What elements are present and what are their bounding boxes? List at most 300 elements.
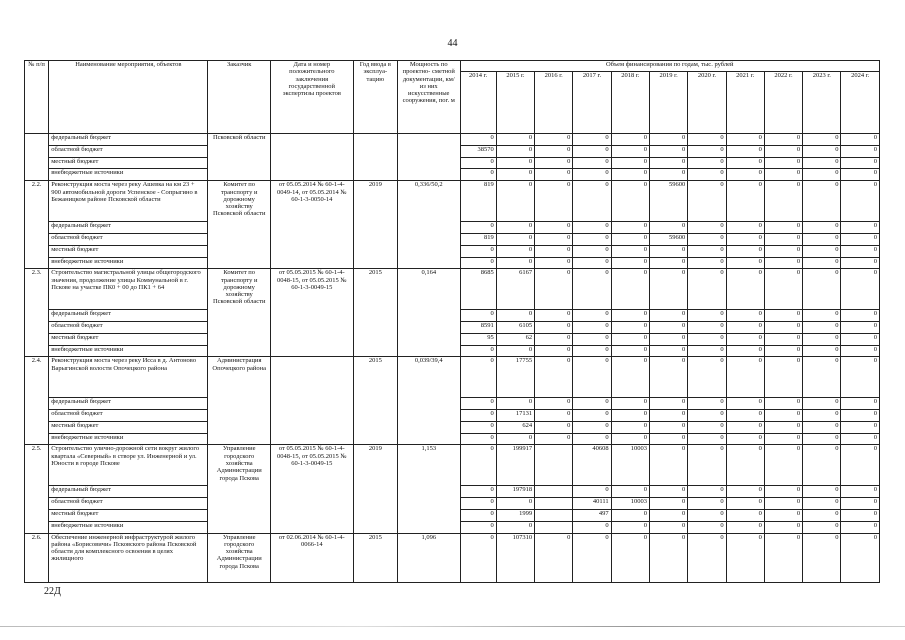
- value-cell: 0: [496, 145, 534, 157]
- item-commission-year: 2019: [353, 445, 397, 533]
- value-cell: 0: [688, 181, 726, 222]
- item-expertise: [270, 357, 353, 445]
- value-cell: 0: [611, 398, 649, 410]
- value-cell: 0: [460, 498, 496, 510]
- table-row: [25, 181, 880, 222]
- value-cell: 0: [688, 233, 726, 245]
- value-cell: 0: [611, 486, 649, 498]
- item-customer: Псковской области: [208, 134, 271, 181]
- value-cell: 0: [764, 433, 802, 445]
- value-cell: 0: [726, 233, 764, 245]
- value-cell: 0: [841, 433, 880, 445]
- value-cell: 0: [535, 357, 573, 398]
- value-cell: 6167: [496, 269, 534, 310]
- item-number: 2.5.: [25, 445, 49, 533]
- value-cell: 0: [803, 169, 841, 181]
- value-cell: 0: [764, 222, 802, 234]
- item-customer: Управление городского хозяйства Администрации города Пскова: [208, 533, 271, 583]
- value-cell: 0: [841, 509, 880, 521]
- value-cell: 0: [611, 222, 649, 234]
- value-cell: 0: [460, 169, 496, 181]
- header-expertise: Дата и номер положительного заключения государственной экспертизы проектов: [270, 61, 353, 134]
- value-cell: 0: [649, 445, 687, 486]
- value-cell: 0: [496, 257, 534, 269]
- value-cell: 0: [611, 433, 649, 445]
- value-cell: 17755: [496, 357, 534, 398]
- value-cell: 0: [460, 357, 496, 398]
- value-cell: 0: [573, 157, 611, 169]
- item-capacity: 0,039/39,4: [398, 357, 461, 445]
- value-cell: 0: [460, 433, 496, 445]
- value-cell: 0: [688, 145, 726, 157]
- value-cell: 0: [803, 357, 841, 398]
- value-cell: 0: [535, 169, 573, 181]
- value-cell: [535, 509, 573, 521]
- funding-source-label: областной бюджет: [49, 145, 208, 157]
- value-cell: 38570: [460, 145, 496, 157]
- value-cell: 0: [535, 321, 573, 333]
- value-cell: 0: [573, 486, 611, 498]
- value-cell: 0: [803, 134, 841, 146]
- value-cell: 0: [841, 410, 880, 422]
- value-cell: 107310: [496, 533, 534, 583]
- value-cell: 0: [460, 257, 496, 269]
- value-cell: 0: [726, 333, 764, 345]
- value-cell: 0: [573, 345, 611, 357]
- value-cell: 0: [688, 321, 726, 333]
- value-cell: 0: [688, 433, 726, 445]
- value-cell: 0: [535, 233, 573, 245]
- value-cell: 59600: [649, 233, 687, 245]
- funding-source-label: областной бюджет: [49, 498, 208, 510]
- value-cell: 0: [649, 310, 687, 322]
- value-cell: 0: [764, 145, 802, 157]
- value-cell: 0: [841, 357, 880, 398]
- item-number: [25, 134, 49, 181]
- value-cell: 0: [688, 134, 726, 146]
- value-cell: 0: [611, 410, 649, 422]
- header-num: № п/п: [25, 61, 49, 134]
- value-cell: 0: [803, 410, 841, 422]
- value-cell: 0: [460, 245, 496, 257]
- value-cell: 0: [573, 245, 611, 257]
- value-cell: 197918: [496, 486, 534, 498]
- funding-source-label: внебюджетные источники: [49, 169, 208, 181]
- value-cell: 0: [649, 345, 687, 357]
- value-cell: 0: [764, 181, 802, 222]
- value-cell: 0: [726, 445, 764, 486]
- value-cell: 0: [803, 398, 841, 410]
- value-cell: 0: [573, 145, 611, 157]
- funding-source-label: внебюджетные источники: [49, 521, 208, 533]
- value-cell: 0: [803, 321, 841, 333]
- value-cell: 0: [573, 181, 611, 222]
- value-cell: 0: [496, 157, 534, 169]
- item-expertise: от 05.05.2015 № 60-1-4-0048-15, от 05.05.2015 № 60-1-3-0049-15: [270, 269, 353, 357]
- value-cell: 0: [573, 257, 611, 269]
- value-cell: 0: [764, 398, 802, 410]
- value-cell: 0: [764, 233, 802, 245]
- value-cell: 0: [764, 521, 802, 533]
- value-cell: 0: [803, 509, 841, 521]
- value-cell: 0: [573, 321, 611, 333]
- funding-source-label: внебюджетные источники: [49, 257, 208, 269]
- value-cell: 0: [573, 410, 611, 422]
- value-cell: 0: [496, 233, 534, 245]
- item-number: 2.2.: [25, 181, 49, 269]
- value-cell: 0: [496, 398, 534, 410]
- value-cell: 0: [841, 145, 880, 157]
- header-year-0: 2014 г.: [460, 72, 496, 134]
- value-cell: 0: [803, 269, 841, 310]
- table-row: [25, 445, 880, 486]
- value-cell: 0: [460, 509, 496, 521]
- item-expertise: от 05.05.2014 № 60-1-4-0049-14, от 05.05.2014 № 60-1-3-0050-14: [270, 181, 353, 269]
- value-cell: 0: [649, 245, 687, 257]
- value-cell: 819: [460, 181, 496, 222]
- header-name: Наименование мероприятия, объектов: [49, 61, 208, 134]
- value-cell: 0: [460, 398, 496, 410]
- value-cell: 0: [803, 257, 841, 269]
- page-number: 44: [447, 38, 458, 49]
- value-cell: 0: [688, 498, 726, 510]
- value-cell: 6105: [496, 321, 534, 333]
- value-cell: 0: [803, 145, 841, 157]
- value-cell: 0: [726, 486, 764, 498]
- value-cell: 497: [573, 509, 611, 521]
- value-cell: 0: [688, 310, 726, 322]
- value-cell: 0: [841, 181, 880, 222]
- value-cell: 10003: [611, 445, 649, 486]
- value-cell: 0: [611, 181, 649, 222]
- value-cell: 0: [841, 398, 880, 410]
- value-cell: 0: [649, 486, 687, 498]
- item-name: Реконструкция моста через реку Ашевка на км 23 + 900 автомобильной дороги Успенское - Сопрыгино в Бежаницком районе Псковской области: [49, 181, 208, 222]
- funding-source-label: областной бюджет: [49, 410, 208, 422]
- funding-source-label: областной бюджет: [49, 321, 208, 333]
- funding-source-label: внебюджетные источники: [49, 433, 208, 445]
- value-cell: 0: [803, 433, 841, 445]
- value-cell: 0: [649, 257, 687, 269]
- value-cell: 0: [460, 410, 496, 422]
- value-cell: 0: [611, 421, 649, 433]
- value-cell: 0: [726, 181, 764, 222]
- value-cell: 0: [496, 498, 534, 510]
- value-cell: 0: [764, 445, 802, 486]
- value-cell: 0: [764, 257, 802, 269]
- value-cell: 0: [460, 486, 496, 498]
- item-customer: Администрация Опочецкого района: [208, 357, 271, 445]
- value-cell: 0: [611, 157, 649, 169]
- value-cell: 0: [726, 410, 764, 422]
- value-cell: 0: [841, 134, 880, 146]
- value-cell: 10003: [611, 498, 649, 510]
- value-cell: 0: [535, 269, 573, 310]
- value-cell: 0: [496, 222, 534, 234]
- value-cell: 0: [535, 533, 573, 583]
- value-cell: 0: [803, 181, 841, 222]
- item-capacity: 1,153: [398, 445, 461, 533]
- value-cell: 0: [535, 257, 573, 269]
- value-cell: 0: [649, 498, 687, 510]
- value-cell: 0: [764, 333, 802, 345]
- value-cell: 0: [535, 222, 573, 234]
- value-cell: 17131: [496, 410, 534, 422]
- item-expertise: от 05.05.2015 № 60-1-4-0048-15, от 05.05.2015 № 60-1-3-0049-15: [270, 445, 353, 533]
- value-cell: 0: [688, 257, 726, 269]
- value-cell: 0: [535, 245, 573, 257]
- value-cell: 0: [841, 233, 880, 245]
- value-cell: 0: [649, 521, 687, 533]
- value-cell: 0: [460, 521, 496, 533]
- value-cell: 0: [649, 222, 687, 234]
- value-cell: 0: [460, 445, 496, 486]
- value-cell: 0: [764, 486, 802, 498]
- value-cell: 0: [573, 533, 611, 583]
- value-cell: 0: [726, 134, 764, 146]
- header-year-1: 2015 г.: [496, 72, 534, 134]
- value-cell: 0: [611, 357, 649, 398]
- value-cell: 0: [611, 321, 649, 333]
- value-cell: 0: [611, 169, 649, 181]
- value-cell: 0: [803, 445, 841, 486]
- value-cell: 0: [841, 269, 880, 310]
- table-body: [25, 134, 880, 583]
- value-cell: 0: [611, 134, 649, 146]
- value-cell: 0: [726, 533, 764, 583]
- value-cell: 0: [460, 421, 496, 433]
- header-year: Год ввода в эксплуа- тацию: [353, 61, 397, 134]
- funding-source-label: внебюджетные источники: [49, 345, 208, 357]
- value-cell: 0: [535, 333, 573, 345]
- value-cell: 0: [611, 269, 649, 310]
- item-commission-year: 2019: [353, 181, 397, 269]
- header-year-4: 2018 г.: [611, 72, 649, 134]
- value-cell: 0: [611, 310, 649, 322]
- value-cell: 0: [573, 357, 611, 398]
- funding-source-label: областной бюджет: [49, 233, 208, 245]
- header-year-6: 2020 г.: [688, 72, 726, 134]
- funding-source-label: местный бюджет: [49, 509, 208, 521]
- value-cell: 0: [611, 509, 649, 521]
- value-cell: 0: [726, 321, 764, 333]
- value-cell: 0: [726, 433, 764, 445]
- funding-source-label: местный бюджет: [49, 421, 208, 433]
- value-cell: [535, 498, 573, 510]
- value-cell: 0: [688, 357, 726, 398]
- value-cell: 0: [649, 269, 687, 310]
- value-cell: 0: [649, 433, 687, 445]
- value-cell: 0: [496, 521, 534, 533]
- item-name: Обеспечение инженерной инфраструктурой жилого района «Борисовичи» Псковского района Псковской области для комплексного освоения в целях жилищного: [49, 533, 208, 583]
- value-cell: 0: [726, 498, 764, 510]
- value-cell: 0: [803, 498, 841, 510]
- value-cell: 0: [841, 245, 880, 257]
- value-cell: 40608: [573, 445, 611, 486]
- value-cell: 59600: [649, 181, 687, 222]
- header-year-3: 2017 г.: [573, 72, 611, 134]
- value-cell: 0: [688, 533, 726, 583]
- value-cell: 0: [535, 134, 573, 146]
- value-cell: 199917: [496, 445, 534, 486]
- value-cell: 0: [726, 157, 764, 169]
- value-cell: 1999: [496, 509, 534, 521]
- value-cell: 62: [496, 333, 534, 345]
- value-cell: 0: [764, 157, 802, 169]
- value-cell: 0: [573, 433, 611, 445]
- item-number: 2.6.: [25, 533, 49, 583]
- item-capacity: 1,096: [398, 533, 461, 583]
- value-cell: 0: [688, 157, 726, 169]
- value-cell: 0: [460, 222, 496, 234]
- value-cell: 0: [688, 509, 726, 521]
- scan-edge-line: [0, 626, 905, 627]
- value-cell: 0: [496, 181, 534, 222]
- value-cell: 0: [688, 486, 726, 498]
- table-row: [25, 357, 880, 398]
- table-row: [25, 269, 880, 310]
- value-cell: 0: [764, 533, 802, 583]
- value-cell: 0: [764, 357, 802, 398]
- value-cell: 0: [460, 134, 496, 146]
- header-financing: Объем финансирования по годам, тыс. рублей: [460, 61, 880, 72]
- item-expertise: от 02.06.2014 № 60-1-4-0066-14: [270, 533, 353, 583]
- value-cell: 0: [496, 245, 534, 257]
- value-cell: 0: [803, 486, 841, 498]
- value-cell: 0: [611, 257, 649, 269]
- value-cell: 0: [573, 222, 611, 234]
- item-capacity: 0,164: [398, 269, 461, 357]
- value-cell: 0: [764, 410, 802, 422]
- header-year-2: 2016 г.: [535, 72, 573, 134]
- value-cell: 0: [726, 521, 764, 533]
- value-cell: 0: [726, 310, 764, 322]
- value-cell: 0: [803, 310, 841, 322]
- item-number: 2.4.: [25, 357, 49, 445]
- value-cell: 0: [649, 321, 687, 333]
- value-cell: 0: [764, 245, 802, 257]
- value-cell: 0: [649, 333, 687, 345]
- item-commission-year: [353, 134, 397, 181]
- value-cell: 624: [496, 421, 534, 433]
- table-row: [25, 134, 880, 146]
- value-cell: 819: [460, 233, 496, 245]
- value-cell: 0: [726, 345, 764, 357]
- value-cell: 0: [496, 134, 534, 146]
- value-cell: 0: [573, 310, 611, 322]
- value-cell: 0: [573, 269, 611, 310]
- value-cell: 0: [726, 357, 764, 398]
- value-cell: 0: [649, 421, 687, 433]
- item-expertise: [270, 134, 353, 181]
- value-cell: 0: [841, 486, 880, 498]
- value-cell: 0: [535, 157, 573, 169]
- value-cell: [535, 445, 573, 486]
- value-cell: 0: [535, 181, 573, 222]
- value-cell: 0: [841, 169, 880, 181]
- footer-code: 22Д: [44, 586, 61, 597]
- value-cell: 0: [803, 421, 841, 433]
- value-cell: 0: [764, 310, 802, 322]
- value-cell: 0: [803, 233, 841, 245]
- header-year-9: 2023 г.: [803, 72, 841, 134]
- value-cell: [535, 486, 573, 498]
- value-cell: 0: [535, 421, 573, 433]
- value-cell: 0: [841, 345, 880, 357]
- value-cell: 0: [688, 345, 726, 357]
- value-cell: 0: [573, 421, 611, 433]
- value-cell: 0: [535, 345, 573, 357]
- item-commission-year: 2015: [353, 269, 397, 357]
- value-cell: 0: [841, 521, 880, 533]
- value-cell: 0: [803, 333, 841, 345]
- value-cell: 0: [460, 310, 496, 322]
- value-cell: 0: [764, 169, 802, 181]
- funding-source-label: федеральный бюджет: [49, 310, 208, 322]
- value-cell: 0: [688, 222, 726, 234]
- header-customer: Заказчик: [208, 61, 271, 134]
- item-name: Строительство магистральной улицы общегородского значения, продолжение улицы Коммунальной в г. Пскове на участке ПК0 + 00 до ПК1 + 64: [49, 269, 208, 310]
- value-cell: 0: [688, 521, 726, 533]
- value-cell: 0: [649, 410, 687, 422]
- funding-source-label: федеральный бюджет: [49, 486, 208, 498]
- value-cell: 0: [841, 222, 880, 234]
- value-cell: 0: [573, 233, 611, 245]
- table-row: [25, 533, 880, 583]
- value-cell: 0: [764, 509, 802, 521]
- value-cell: 0: [611, 533, 649, 583]
- value-cell: 0: [841, 157, 880, 169]
- value-cell: 0: [611, 245, 649, 257]
- item-name: Строительство улично-дорожной сети вокруг жилого квартала «Северный» в створе ул. Инженерной и ул. Юности в городе Пскове: [49, 445, 208, 486]
- value-cell: 8685: [460, 269, 496, 310]
- value-cell: 0: [803, 157, 841, 169]
- funding-source-label: федеральный бюджет: [49, 222, 208, 234]
- value-cell: 0: [496, 345, 534, 357]
- value-cell: 0: [841, 310, 880, 322]
- value-cell: 95: [460, 333, 496, 345]
- value-cell: 0: [803, 533, 841, 583]
- funding-source-label: федеральный бюджет: [49, 134, 208, 146]
- value-cell: 0: [803, 245, 841, 257]
- value-cell: 0: [573, 169, 611, 181]
- value-cell: 0: [573, 134, 611, 146]
- value-cell: 0: [726, 421, 764, 433]
- item-customer: Управление городского хозяйства Администрации города Пскова: [208, 445, 271, 533]
- value-cell: 0: [764, 421, 802, 433]
- value-cell: 0: [764, 134, 802, 146]
- value-cell: 0: [611, 233, 649, 245]
- value-cell: 0: [649, 169, 687, 181]
- value-cell: 0: [688, 333, 726, 345]
- item-name: Реконструкция моста через реку Исса в д. Антоново Варыгинской волости Опочецкого района: [49, 357, 208, 398]
- value-cell: 0: [649, 398, 687, 410]
- value-cell: 0: [764, 269, 802, 310]
- value-cell: 0: [841, 321, 880, 333]
- value-cell: 0: [460, 157, 496, 169]
- funding-source-label: местный бюджет: [49, 245, 208, 257]
- value-cell: 0: [611, 345, 649, 357]
- header-year-7: 2021 г.: [726, 72, 764, 134]
- value-cell: 0: [460, 345, 496, 357]
- value-cell: 0: [535, 145, 573, 157]
- value-cell: 0: [841, 257, 880, 269]
- value-cell: 0: [573, 521, 611, 533]
- value-cell: 0: [535, 433, 573, 445]
- value-cell: 0: [764, 345, 802, 357]
- value-cell: 0: [611, 521, 649, 533]
- value-cell: 0: [573, 333, 611, 345]
